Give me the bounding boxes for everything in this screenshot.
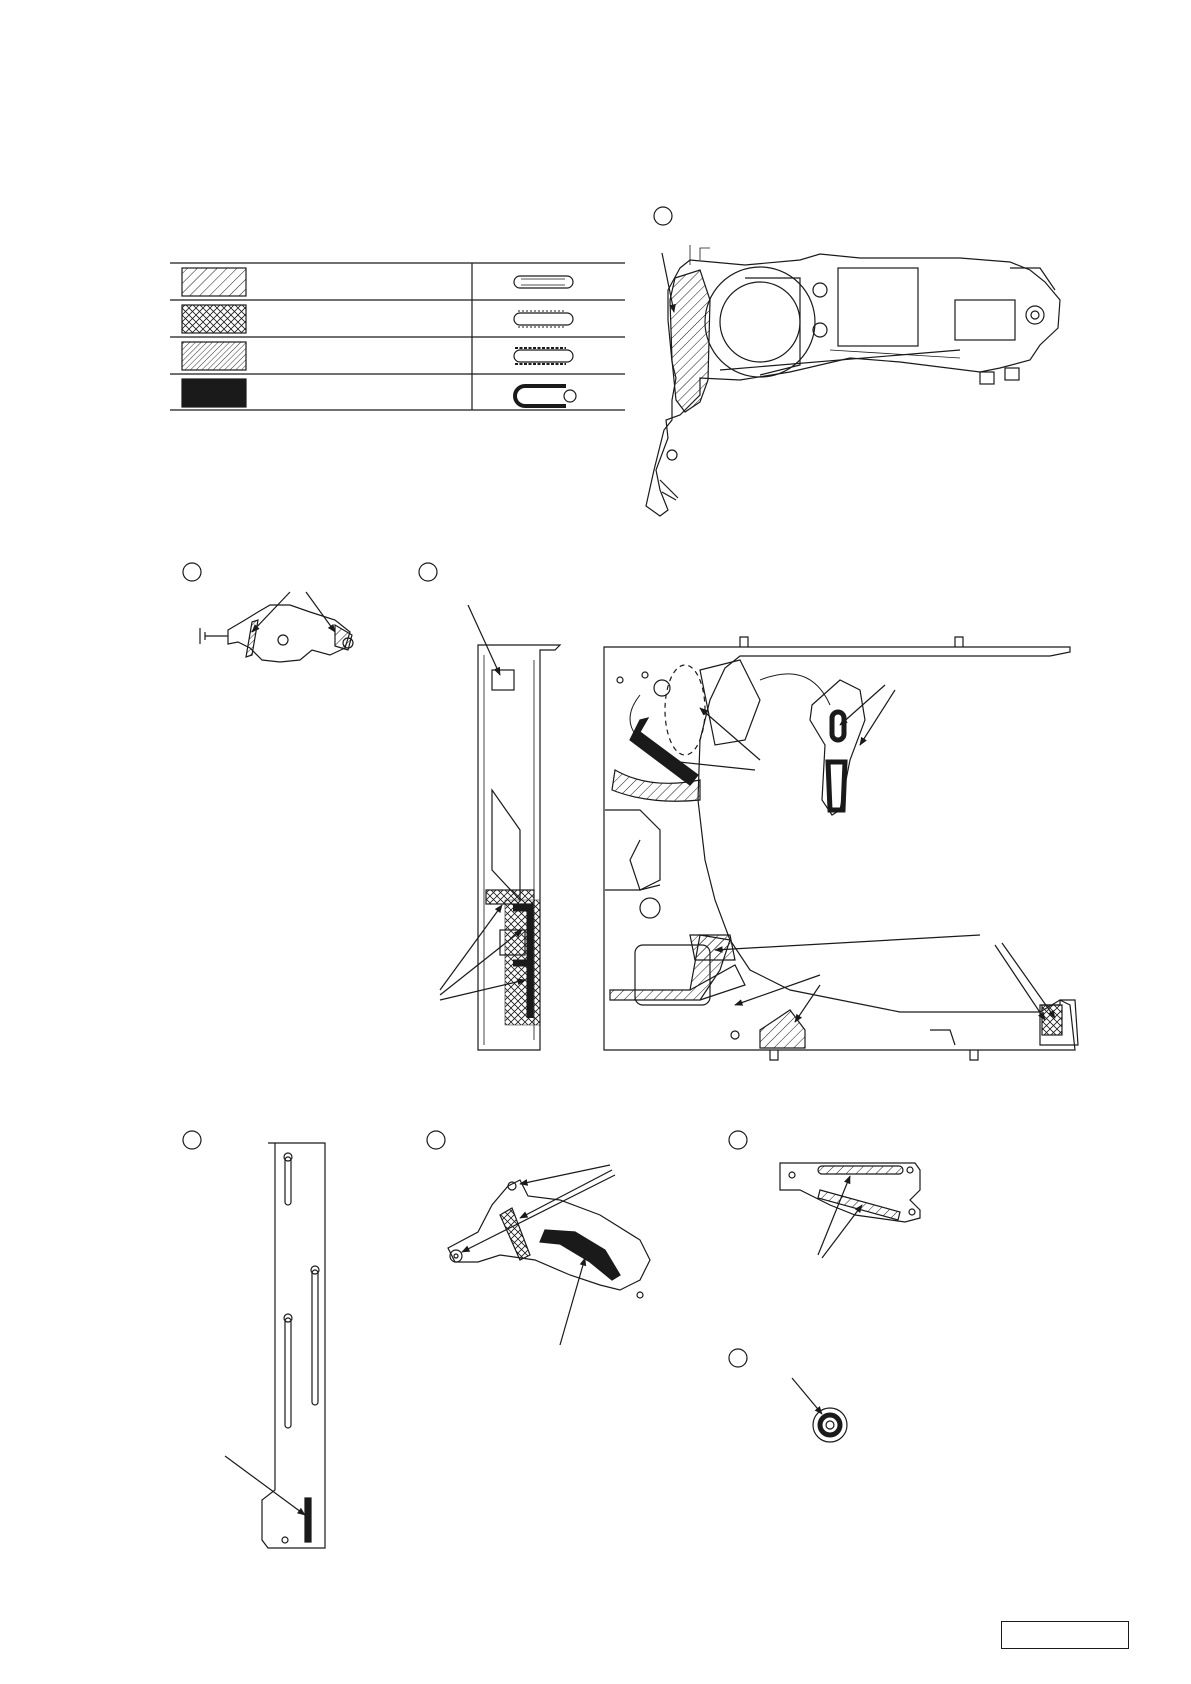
side-plate (440, 605, 560, 1050)
legend-table (170, 263, 625, 410)
black-ring (820, 1415, 840, 1435)
legend-swatch-single-hatch (182, 268, 246, 296)
main-plate (604, 637, 1075, 1060)
legend-swatch-solid (182, 379, 246, 407)
hatch-slot-upper (818, 1166, 903, 1174)
slot-rough-icon (514, 348, 573, 364)
legend-swatch-dense-hatch (182, 342, 246, 370)
view-marker (183, 563, 201, 581)
right-connector (995, 943, 1078, 1045)
black-channel (630, 718, 698, 785)
right-hatch-wedge (760, 1010, 805, 1048)
page-number-box (1001, 1621, 1129, 1649)
view-top-right-mechanism (646, 207, 1060, 516)
view-long-plate (183, 1131, 325, 1548)
triangle-bracket (760, 674, 895, 815)
lubricated-slot (246, 620, 258, 657)
black-strip (305, 1498, 311, 1542)
view-main-chassis (419, 563, 1078, 1060)
slot-plain-icon (514, 276, 573, 288)
view-slide-bracket (729, 1131, 920, 1258)
black-cam-slot (540, 1230, 620, 1280)
view-marker (729, 1131, 747, 1149)
view-marker (654, 207, 672, 225)
view-marker (419, 563, 437, 581)
view-marker (183, 1131, 201, 1149)
center-hatch (690, 935, 735, 960)
view-small-lever (183, 563, 353, 662)
view-gear-washer (729, 1349, 847, 1442)
view-marker (729, 1349, 747, 1367)
legend-swatch-cross-hatch (182, 305, 246, 333)
view-cam-lever (427, 1131, 650, 1345)
view-marker (427, 1131, 445, 1149)
slot-dotted-icon (514, 311, 573, 327)
slot-channel-icon (515, 386, 576, 406)
lubricated-arm (670, 270, 710, 412)
lubricated-tip (335, 625, 352, 650)
